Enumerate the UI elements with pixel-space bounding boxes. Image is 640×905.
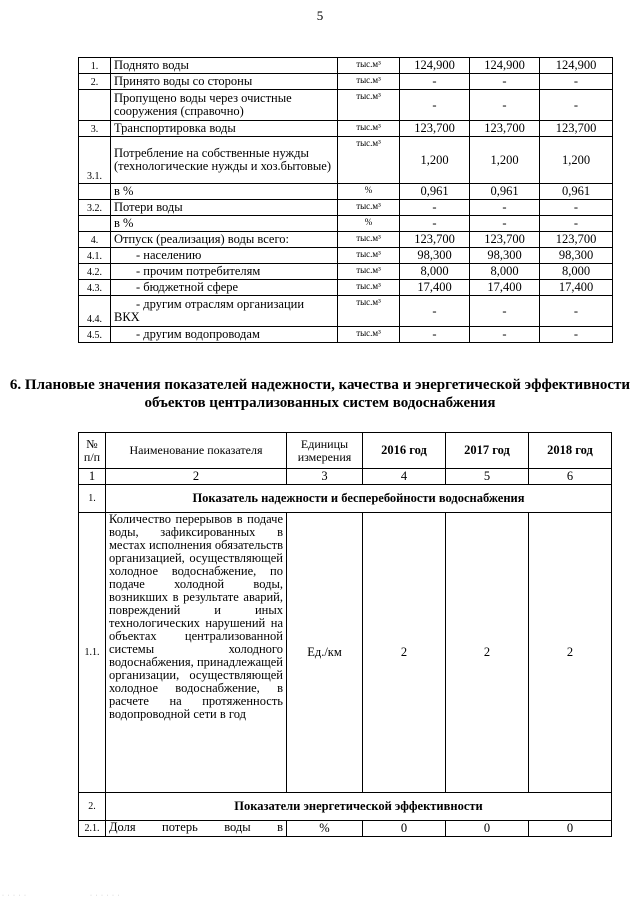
value-2016: -	[400, 327, 470, 343]
col-number: 4	[363, 469, 446, 485]
value-2016: -	[400, 74, 470, 90]
row-name: Транспортировка воды	[111, 121, 338, 137]
row-num: 4.1.	[79, 248, 111, 264]
value-2016: 8,000	[400, 264, 470, 280]
row-name: - населению	[111, 248, 338, 264]
value-2017: 123,700	[470, 121, 540, 137]
value-2016: -	[400, 216, 470, 232]
flow-row	[79, 74, 613, 90]
row-num: 4.	[79, 232, 111, 248]
value-2017: 124,900	[470, 58, 540, 74]
value-2017: -	[470, 327, 540, 343]
row-unit: %	[338, 184, 400, 200]
header-name: Наименование показателя	[106, 433, 287, 469]
row-num	[79, 90, 111, 121]
flow-row	[79, 137, 613, 184]
flow-row	[79, 216, 613, 232]
value-2017: -	[470, 200, 540, 216]
flow-row	[79, 184, 613, 200]
value-2018: -	[540, 90, 613, 121]
row-num: 2.1.	[79, 821, 106, 837]
indicator-unit: %	[287, 821, 363, 837]
row-num: 4.5.	[79, 327, 111, 343]
indicator-table	[78, 432, 612, 837]
value-2016: 2	[363, 513, 446, 793]
header-2018: 2018 год	[529, 433, 612, 469]
row-name: в %	[111, 216, 338, 232]
value-2017: -	[470, 74, 540, 90]
value-2017: 0	[446, 821, 529, 837]
value-2018: 8,000	[540, 264, 613, 280]
row-num: 3.2.	[79, 200, 111, 216]
value-2017: 2	[446, 513, 529, 793]
page-number: 5	[316, 8, 324, 23]
value-2018: 0,961	[540, 184, 613, 200]
column-number-row	[79, 469, 612, 485]
value-2017: -	[470, 90, 540, 121]
row-name: Пропущено воды через очистные сооружения (справочно)	[111, 90, 338, 121]
flow-row	[79, 90, 613, 121]
value-2018: 123,700	[540, 232, 613, 248]
row-num: 2.	[79, 74, 111, 90]
value-2018: 123,700	[540, 121, 613, 137]
row-name: Потребление на собственные нужды (технологические нужды и хоз.бытовые)	[111, 137, 338, 184]
value-2018: -	[540, 216, 613, 232]
row-unit: тыс.м³	[338, 58, 400, 74]
value-2018: 17,400	[540, 280, 613, 296]
section-row	[79, 485, 612, 513]
row-name: - бюджетной сфере	[111, 280, 338, 296]
water-flow-table	[78, 57, 613, 343]
header-row	[79, 433, 612, 469]
row-unit: тыс.м³	[338, 232, 400, 248]
header-unit: Единицы измерения	[287, 433, 363, 469]
value-2018: 0	[529, 821, 612, 837]
value-2016: -	[400, 90, 470, 121]
col-number: 3	[287, 469, 363, 485]
value-2016: 17,400	[400, 280, 470, 296]
value-2018: -	[540, 327, 613, 343]
row-name: Потери воды	[111, 200, 338, 216]
flow-row	[79, 121, 613, 137]
row-unit: тыс.м³	[338, 137, 400, 184]
value-2018: -	[540, 296, 613, 327]
row-name: - прочим потребителям	[111, 264, 338, 280]
value-2018: 124,900	[540, 58, 613, 74]
value-2018: 2	[529, 513, 612, 793]
flow-row	[79, 264, 613, 280]
col-number: 1	[79, 469, 106, 485]
col-number: 6	[529, 469, 612, 485]
row-num: 4.2.	[79, 264, 111, 280]
row-unit: тыс.м³	[338, 248, 400, 264]
value-2017: 1,200	[470, 137, 540, 184]
scan-artifact: · · · · ·	[2, 893, 27, 899]
row-num: 4.3.	[79, 280, 111, 296]
row-unit: %	[338, 216, 400, 232]
value-2016: -	[400, 200, 470, 216]
value-2018: -	[540, 74, 613, 90]
row-unit: тыс.м³	[338, 90, 400, 121]
flow-row	[79, 232, 613, 248]
row-name: в %	[111, 184, 338, 200]
row-unit: тыс.м³	[338, 296, 400, 327]
row-num: 3.	[79, 121, 111, 137]
value-2016: -	[400, 296, 470, 327]
value-2017: 98,300	[470, 248, 540, 264]
indicator-name: Количество перерывов в подаче воды, зафиксированных в местах исполнения обязательств организацией, осуществляющей холодное водоснабжение, по подаче холодной воды, возникших в результате аварий, повреждений и иных технологических нарушений на объектах централизованной системы холодного водоснабжения, принадлежащей организации, осуществляющей холодное водоснабжение, в расчете на протяженность водопроводной сети в год	[106, 513, 287, 793]
indicator-row	[79, 821, 612, 837]
value-2017: -	[470, 216, 540, 232]
flow-row	[79, 58, 613, 74]
row-unit: тыс.м³	[338, 264, 400, 280]
flow-row	[79, 280, 613, 296]
row-unit: тыс.м³	[338, 327, 400, 343]
row-unit: тыс.м³	[338, 74, 400, 90]
value-2016: 124,900	[400, 58, 470, 74]
row-num: 4.4.	[79, 296, 111, 327]
value-2017: 0,961	[470, 184, 540, 200]
indicator-name: Доля потерь воды в	[106, 821, 287, 837]
row-unit: тыс.м³	[338, 121, 400, 137]
row-num: 3.1.	[79, 137, 111, 184]
row-name: - другим водопроводам	[111, 327, 338, 343]
value-2016: 1,200	[400, 137, 470, 184]
flow-row	[79, 296, 613, 327]
value-2017: 8,000	[470, 264, 540, 280]
value-2016: 0	[363, 821, 446, 837]
value-2016: 0,961	[400, 184, 470, 200]
value-2016: 123,700	[400, 232, 470, 248]
value-2017: -	[470, 296, 540, 327]
row-num	[79, 216, 111, 232]
header-2016: 2016 год	[363, 433, 446, 469]
value-2017: 123,700	[470, 232, 540, 248]
flow-row	[79, 200, 613, 216]
section-title-cell: Показатели энергетической эффективности	[106, 793, 612, 821]
row-name-line2: ВКХ	[114, 310, 140, 324]
section-num: 2.	[79, 793, 106, 821]
flow-row	[79, 327, 613, 343]
row-name: Принято воды со стороны	[111, 74, 338, 90]
col-number: 5	[446, 469, 529, 485]
row-name-line1: - другим отраслям организации	[136, 297, 305, 311]
header-num: № п/п	[79, 433, 106, 469]
row-unit: тыс.м³	[338, 200, 400, 216]
row-name: Поднято воды	[111, 58, 338, 74]
indicator-unit: Ед./км	[287, 513, 363, 793]
row-num	[79, 184, 111, 200]
row-name	[111, 296, 338, 327]
row-num: 1.1.	[79, 513, 106, 793]
row-num: 1.	[79, 58, 111, 74]
indicator-row	[79, 513, 612, 793]
value-2016: 98,300	[400, 248, 470, 264]
value-2016: 123,700	[400, 121, 470, 137]
value-2018: 98,300	[540, 248, 613, 264]
col-number: 2	[106, 469, 287, 485]
flow-row	[79, 248, 613, 264]
section-num: 1.	[79, 485, 106, 513]
value-2018: 1,200	[540, 137, 613, 184]
section-title: 6. Плановые значения показателей надежности, качества и энергетической эффективности объектов централизованных систем водоснабжения	[9, 377, 631, 411]
header-2017: 2017 год	[446, 433, 529, 469]
value-2017: 17,400	[470, 280, 540, 296]
section-title-cell: Показатель надежности и бесперебойности водоснабжения	[106, 485, 612, 513]
row-unit: тыс.м³	[338, 280, 400, 296]
row-name: Отпуск (реализация) воды всего:	[111, 232, 338, 248]
section-row	[79, 793, 612, 821]
value-2018: -	[540, 200, 613, 216]
scan-artifact: · · · · · ·	[90, 893, 121, 899]
